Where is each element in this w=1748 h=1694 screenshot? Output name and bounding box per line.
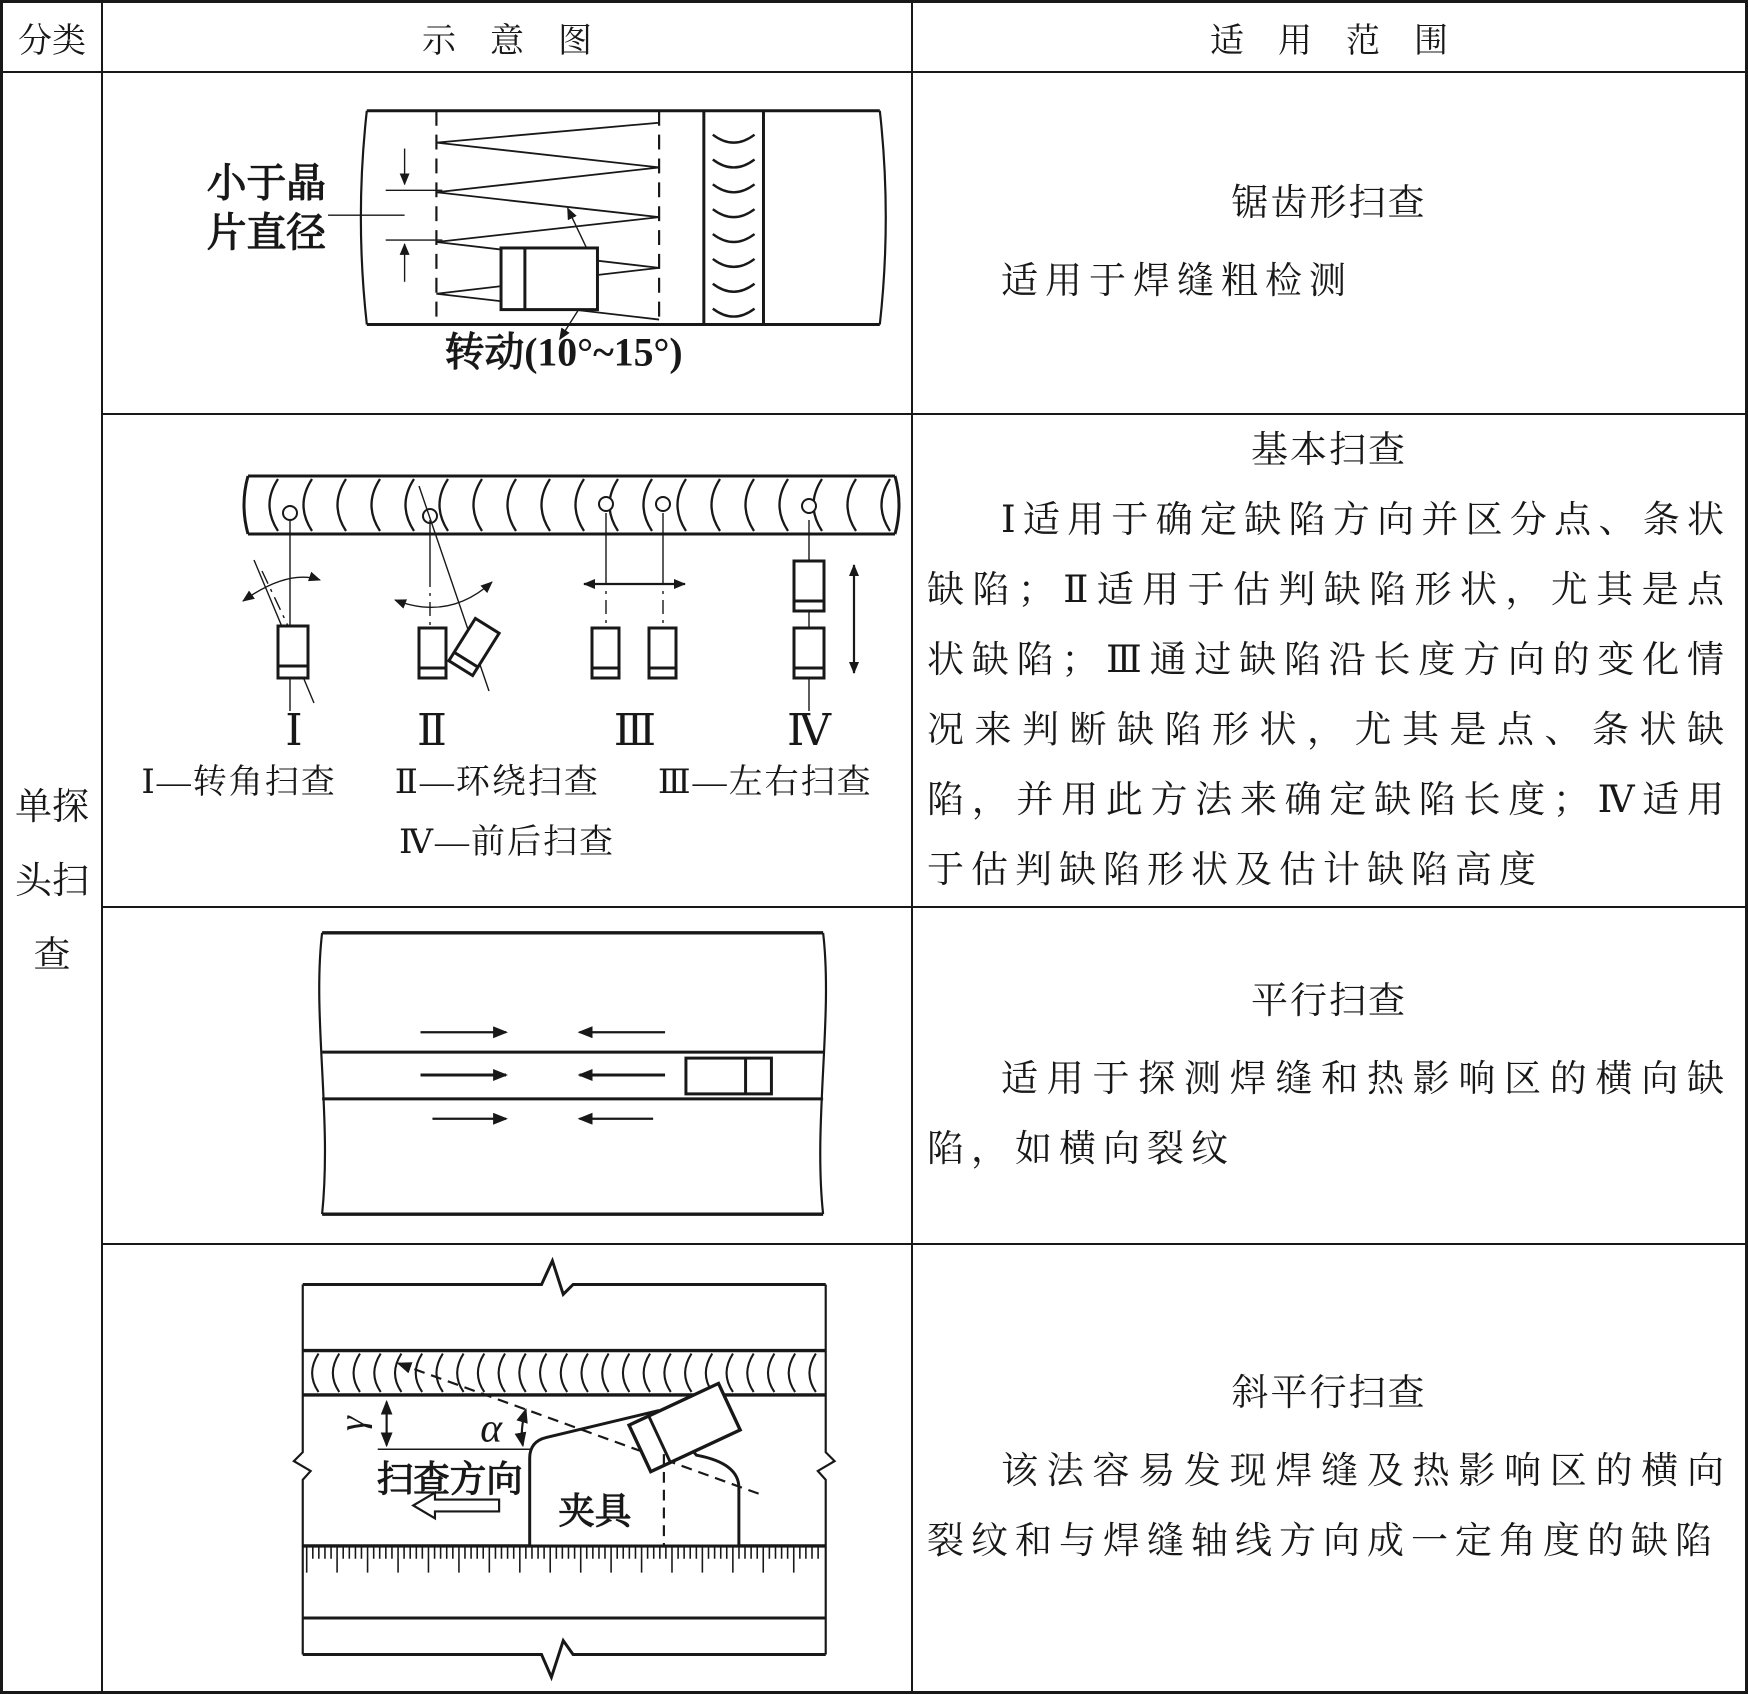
scope-title: 斜平行扫查 <box>1231 1373 1427 1414</box>
weld-ripples <box>312 1354 816 1392</box>
pitch-label-line1: 小于晶 <box>206 161 327 206</box>
pitch-label-line2: 片直径 <box>206 210 327 255</box>
weld-ripples <box>713 135 755 317</box>
alpha-angle-dimension <box>522 1410 526 1446</box>
scope-oblique-parallel-scan <box>913 1245 1745 1691</box>
diagram-oblique-parallel-scan <box>103 1245 913 1691</box>
probe <box>501 248 597 310</box>
header-schematic-label: 示 意 图 <box>422 22 592 60</box>
method-4-forward-back-scan <box>794 520 854 711</box>
scope-body: Ⅰ适用于确定缺陷方向并区分点、条状缺陷；Ⅱ适用于估判缺陷形状，尤其是点状缺陷；Ⅲ通过缺陷沿长度方向的变化情况来判断缺陷形状，尤其是点、条状缺陷，并用此方法来确定缺陷长度；Ⅳ适用于估判缺陷形状及估计缺陷高度 <box>927 499 1731 891</box>
scope-title: 平行扫查 <box>1251 980 1407 1022</box>
fixture-label: 夹具 <box>558 1490 632 1532</box>
method-2-orbit-scan <box>395 486 499 691</box>
numeral-2: Ⅱ <box>417 706 447 753</box>
header-classification-label: 分类 <box>18 22 86 60</box>
legend-item-2: Ⅱ—环绕扫查 <box>394 764 600 801</box>
legend-item-4: Ⅳ—前后扫查 <box>399 824 615 861</box>
weld-bead <box>244 476 899 534</box>
legend-item-3: Ⅲ—左右扫查 <box>657 764 873 801</box>
pitch-dimension <box>328 149 442 282</box>
scan-legend-line2 <box>399 813 615 873</box>
alpha-label: α <box>480 1404 503 1451</box>
numeral-4: Ⅳ <box>787 706 831 753</box>
scope-body: 适用于焊缝粗检测 <box>1001 261 1353 302</box>
zigzag-scan-figure <box>103 73 912 413</box>
ruler-scale <box>303 1546 826 1573</box>
category-line: 单探 <box>15 787 89 828</box>
scan-arrows <box>421 1032 666 1118</box>
category-single-probe-scan <box>3 73 103 1691</box>
scope-title: 基本扫查 <box>1251 429 1407 471</box>
numeral-3: Ⅲ <box>613 706 657 753</box>
method-1-rotate-scan <box>243 520 320 711</box>
scope-basic-scan <box>913 415 1745 908</box>
weld-seam <box>704 111 764 325</box>
parallel-scan-figure <box>103 908 912 1243</box>
header-classification <box>3 3 103 73</box>
oblique-parallel-scan-figure <box>103 1245 912 1691</box>
scan-legend-line1 <box>141 753 872 813</box>
scope-zigzag-scan <box>913 73 1745 415</box>
category-line: 查 <box>33 935 71 976</box>
method-3-left-right-scan <box>584 513 685 678</box>
scope-title: 锯齿形扫查 <box>1231 183 1427 224</box>
basic-scan-figure <box>103 423 912 753</box>
probe <box>686 1058 771 1094</box>
header-scope <box>913 3 1745 73</box>
scope-body: 该法容易发现焊缝及热影响区的横向裂纹和与焊缝轴线方向成一定角度的缺陷 <box>927 1451 1731 1562</box>
weld-bead <box>303 1351 826 1395</box>
rotation-label: 转动(10°~15°) <box>444 330 683 375</box>
category-line: 头扫 <box>15 861 89 902</box>
defect-points <box>283 497 816 523</box>
diagram-zigzag-scan <box>103 73 913 415</box>
legend-item-1: Ⅰ—转角扫查 <box>141 764 337 801</box>
header-scope-label: 适 用 范 围 <box>1210 22 1448 60</box>
numeral-1: Ⅰ <box>285 706 303 753</box>
diagram-parallel-scan <box>103 908 913 1245</box>
scan-direction-label: 扫查方向 <box>376 1458 523 1500</box>
scope-body: 适用于探测焊缝和热影响区的横向缺陷，如横向裂纹 <box>927 1058 1731 1170</box>
gamma-label: γ <box>331 1416 373 1431</box>
diagram-basic-scan <box>103 415 913 908</box>
scope-parallel-scan <box>913 908 1745 1245</box>
header-schematic <box>103 3 913 73</box>
weld-ripples <box>270 479 891 531</box>
